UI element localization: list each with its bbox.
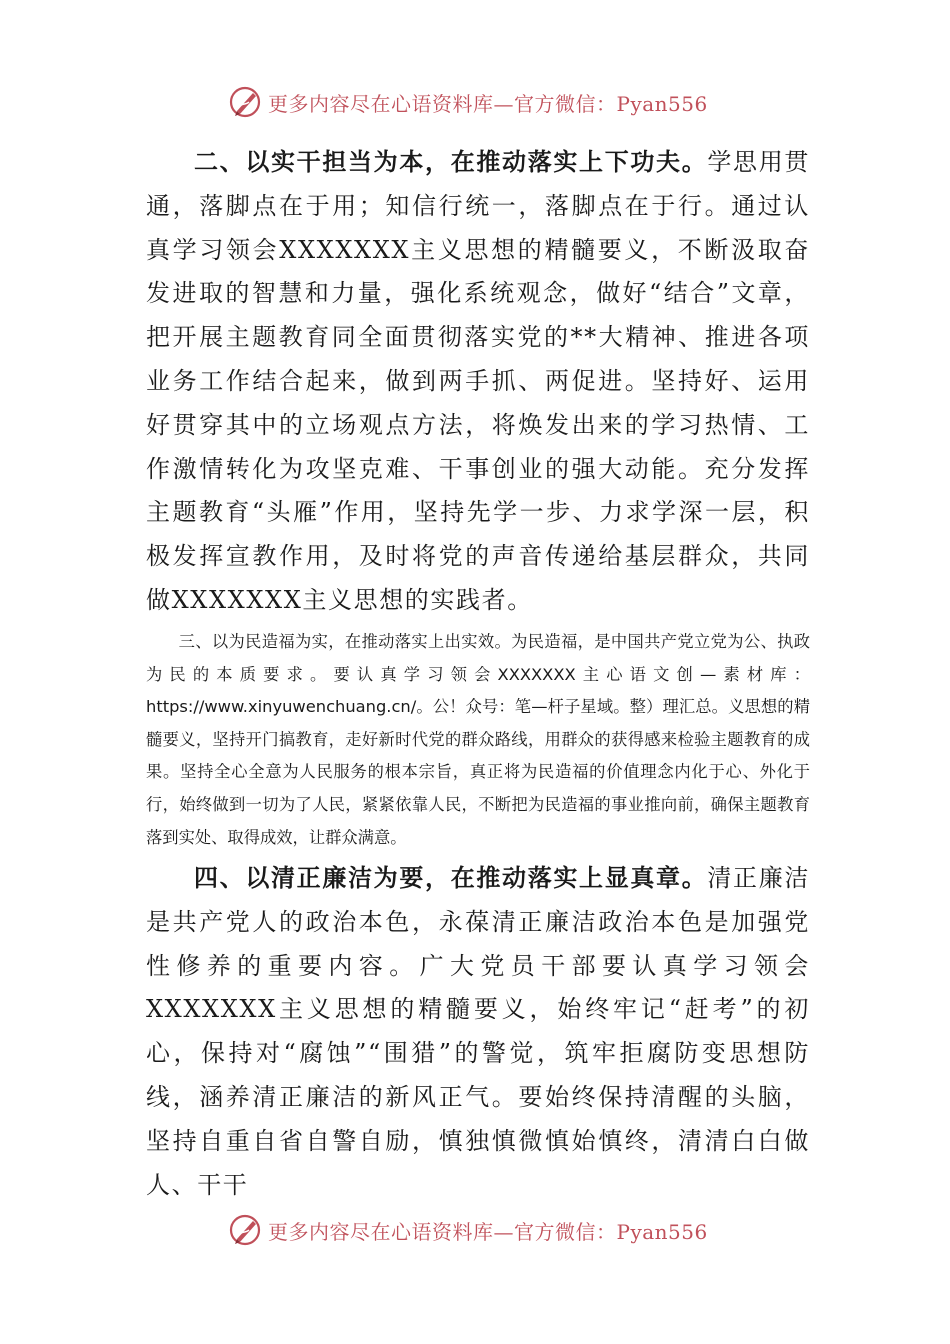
header-banner[interactable]: [228, 82, 708, 122]
section-2-body: 学思用贯通，落脚点在于用；知信行统一，落脚点在于行。通过认真学习领会XXXXXXX主义思想的精髓要义，不断汲取奋发进取的智慧和力量，强化系统观念，做好“结合”文章，把开展主题教育同全面贯彻落实党的**大精神、推进各项业务工作结合起来，做到两手抓、两促进。坚持好、运用好贯穿其中的立场观点方法，将焕发出来的学习热情、工作激情转化为攻坚克难、干事创业的强大动能。充分发挥主题教育“头雁”作用，坚持先学一步、力求学深一层，积极发挥宣教作用，及时将党的声音传递给基层群众，共同做XXXXXXX主义思想的实践者。: [146, 148, 810, 614]
section-4-paragraph: [146, 856, 810, 1207]
banner-text: 更多内容尽在心语资料库—官方微信：Pyan556: [268, 91, 708, 116]
banner-text: 更多内容尽在心语资料库—官方微信：Pyan556: [268, 1219, 708, 1244]
footer-banner[interactable]: [228, 1210, 708, 1250]
pen-logo-icon: [228, 1212, 264, 1248]
section-2-heading: 二、以实干担当为本，在推动落实上下功夫。: [194, 147, 708, 176]
section-2-paragraph: [146, 140, 810, 623]
section-4-body: 清正廉洁是共产党人的政治本色，永葆清正廉洁政治本色是加强党性修养的重要内容。广大党员干部要认真学习领会XXXXXXX主义思想的精髓要义，始终牢记“赶考”的初心，保持对“腐蚀”“围猎”的警觉，筑牢拒腐防变思想防线，涵养清正廉洁的新风正气。要始终保持清醒的头脑，坚持自重自省自警自励，慎独慎微慎始慎终，清清白白做人、干干: [146, 864, 810, 1199]
section-3-paragraph: 三、以为民造福为实，在推动落实上出实效。为民造福，是中国共产党立党为公、执政为民的本质要求。要认真学习领会XXXXXXX主心语文创—素材库：https://www.xinyuwenchuang.cn/。公！众号：笔—杆子星域。整）理汇总。义思想的精髓要义，坚持开门搞教育，走好新时代党的群众路线，用群众的获得感来检验主题教育的成果。坚持全心全意为人民服务的根本宗旨，真正将为民造福的价值理念内化于心、外化于行，始终做到一切为了人民，紧紧依靠人民，不断把为民造福的事业推向前，确保主题教育落到实处、取得成效，让群众满意。: [146, 632, 810, 847]
pen-logo-icon: [228, 84, 264, 120]
section-4-heading: 四、以清正廉洁为要，在推动落实上显真章。: [194, 863, 708, 892]
